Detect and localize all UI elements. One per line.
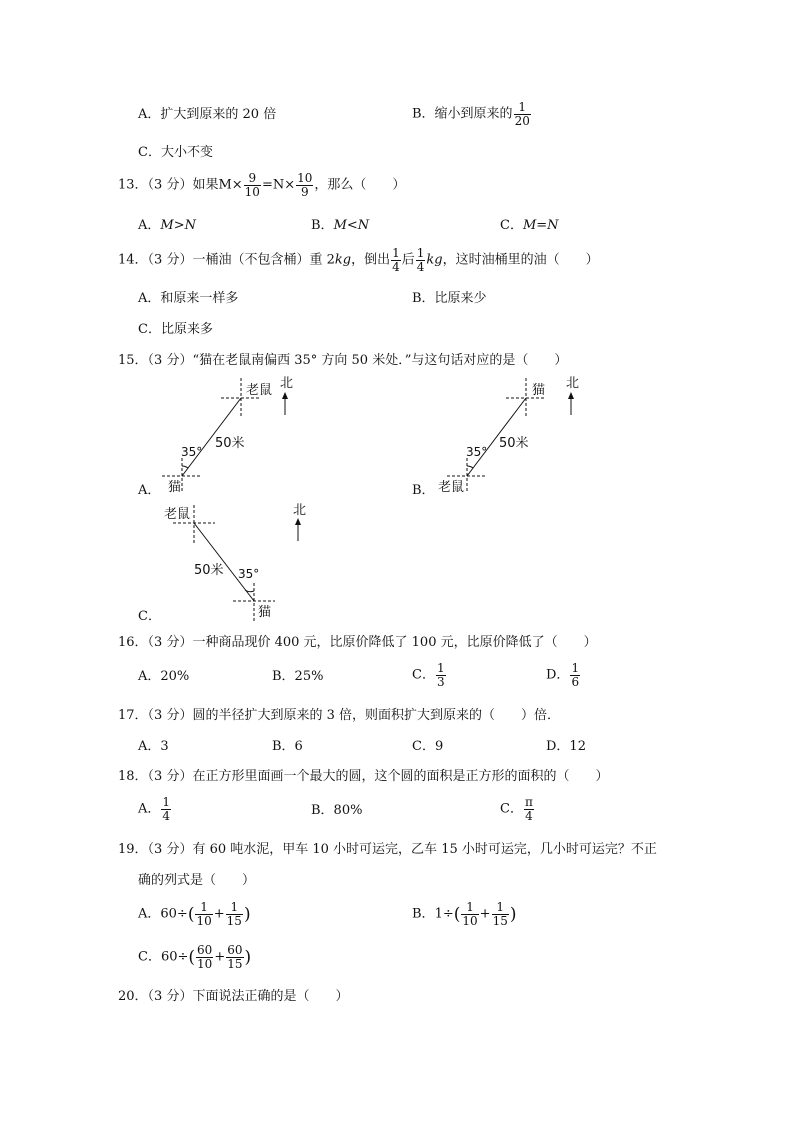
q16-option-d[interactable]: D． $\frac{1}{6}$ xyxy=(546,661,580,689)
q13-option-c[interactable]: C．M=N xyxy=(500,218,559,233)
q18-option-a[interactable]: A． $\frac{1}{4}$ xyxy=(138,795,171,823)
q12-option-a[interactable]: A．扩大到原来的 20 倍 xyxy=(138,107,277,122)
q19-option-c[interactable]: C．60÷( $\frac{60}{10}$ + $\frac{60}{15}$ ) xyxy=(138,943,252,971)
q18-option-c[interactable]: C． $\frac{\pi}{4}$ xyxy=(500,795,533,823)
fraction: $\frac{1}{10}$ xyxy=(196,900,212,928)
angle-label: 35° xyxy=(181,445,203,459)
cat-label: 猫 xyxy=(258,605,272,620)
q19-stem-line2: 确的列式是（ ） xyxy=(138,873,256,888)
fraction: $\frac{10}{9}$ xyxy=(297,171,313,199)
q14-stem: 14．（3 分）一桶油（不包含桶）重 2kg，倒出 $\frac{1}{4}$ 后 $\frac{1}{4}$ kg，这时油桶里的油（ ） xyxy=(118,246,599,274)
fraction: $\frac{60}{15}$ xyxy=(227,943,243,971)
fraction: $\frac{1}{4}$ xyxy=(392,246,400,274)
q15-option-b-label[interactable]: B． xyxy=(412,483,435,498)
mouse-label: 老鼠 xyxy=(246,383,273,398)
q17-option-d[interactable]: D．12 xyxy=(546,739,586,754)
mouse-label: 老鼠 xyxy=(438,480,465,495)
q15-stem: 15．（3 分）“猫在老鼠南偏西 35° 方向 50 米处．”与这句话对应的是（ ） xyxy=(118,353,568,368)
q12-option-c[interactable]: C．大小不变 xyxy=(138,145,213,160)
q19-stem-line1: 19．（3 分）有 60 吨水泥，甲车 10 小时可运完，乙车 15 小时可运完，几小时可运完？不正 xyxy=(118,842,657,857)
q19-option-b[interactable]: B．1÷( $\frac{1}{10}$ + $\frac{1}{15}$ ) xyxy=(412,900,517,928)
q18-option-b[interactable]: B．80% xyxy=(311,803,363,818)
north-label: 北 xyxy=(293,503,307,518)
q17-option-c[interactable]: C．9 xyxy=(412,739,444,754)
north-label: 北 xyxy=(566,376,580,391)
q14-option-a[interactable]: A．和原来一样多 xyxy=(138,291,239,306)
cat-label: 猫 xyxy=(532,383,546,398)
q14-option-b[interactable]: B．比原来少 xyxy=(412,291,487,306)
q16-option-b[interactable]: B．25% xyxy=(272,669,324,684)
fraction: $\frac{60}{10}$ xyxy=(197,943,213,971)
q16-option-c[interactable]: C． $\frac{1}{3}$ xyxy=(412,661,445,689)
q15-option-c-label[interactable]: C． xyxy=(138,609,161,624)
q14-option-c[interactable]: C．比原来多 xyxy=(138,322,213,337)
q19-option-a[interactable]: A．60÷( $\frac{1}{10}$ + $\frac{1}{15}$ ) xyxy=(138,900,251,928)
fraction: $\frac{9}{10}$ xyxy=(244,171,260,199)
fraction: $\frac{1}{3}$ xyxy=(436,661,445,689)
distance-label: 50米 xyxy=(215,436,245,451)
fraction: $\frac{1}{6}$ xyxy=(571,661,580,689)
angle-label: 35° xyxy=(466,445,488,459)
q12-option-b-label: B．缩小到原来的 xyxy=(412,106,513,122)
q17-stem: 17．（3 分）圆的半径扩大到原来的 3 倍，则面积扩大到原来的（ ）倍． xyxy=(118,708,560,723)
q13-option-a[interactable]: A．M>N xyxy=(138,218,196,233)
q17-option-b[interactable]: B．6 xyxy=(272,739,303,754)
fraction: $\frac{1}{15}$ xyxy=(492,900,508,928)
north-label: 北 xyxy=(280,376,294,391)
fraction: $\frac{1}{4}$ xyxy=(162,795,171,823)
q16-stem: 16．（3 分）一种商品现价 400 元，比原价降低了 100 元，比原价降低了（ ） xyxy=(118,635,597,650)
fraction: $\frac{1}{20}$ xyxy=(514,100,530,128)
q20-stem: 20．（3 分）下面说法正确的是（ ） xyxy=(118,989,349,1004)
q15-option-a-label[interactable]: A． xyxy=(138,483,161,498)
angle-label: 35° xyxy=(238,567,260,581)
distance-label: 50米 xyxy=(499,436,529,451)
q13-stem: 13．（3 分）如果M× $\frac{9}{10}$ =N× $\frac{10}{9}$ ，那么（ ） xyxy=(118,171,406,199)
distance-label: 50米 xyxy=(194,563,224,578)
fraction: $\frac{1}{15}$ xyxy=(226,900,242,928)
q13-option-b[interactable]: B．M<N xyxy=(311,218,370,233)
q17-option-a[interactable]: A．3 xyxy=(138,739,169,754)
fraction: $\frac{1}{10}$ xyxy=(462,900,478,928)
mouse-label: 老鼠 xyxy=(164,507,191,522)
fraction: $\frac{1}{4}$ xyxy=(416,246,425,274)
cat-label: 猫 xyxy=(168,480,182,495)
q16-option-a[interactable]: A．20% xyxy=(138,669,190,684)
q18-stem: 18．（3 分）在正方形里面画一个最大的圆，这个圆的面积是正方形的面积的（ ） xyxy=(118,769,609,784)
fraction: $\frac{\pi}{4}$ xyxy=(524,795,533,823)
